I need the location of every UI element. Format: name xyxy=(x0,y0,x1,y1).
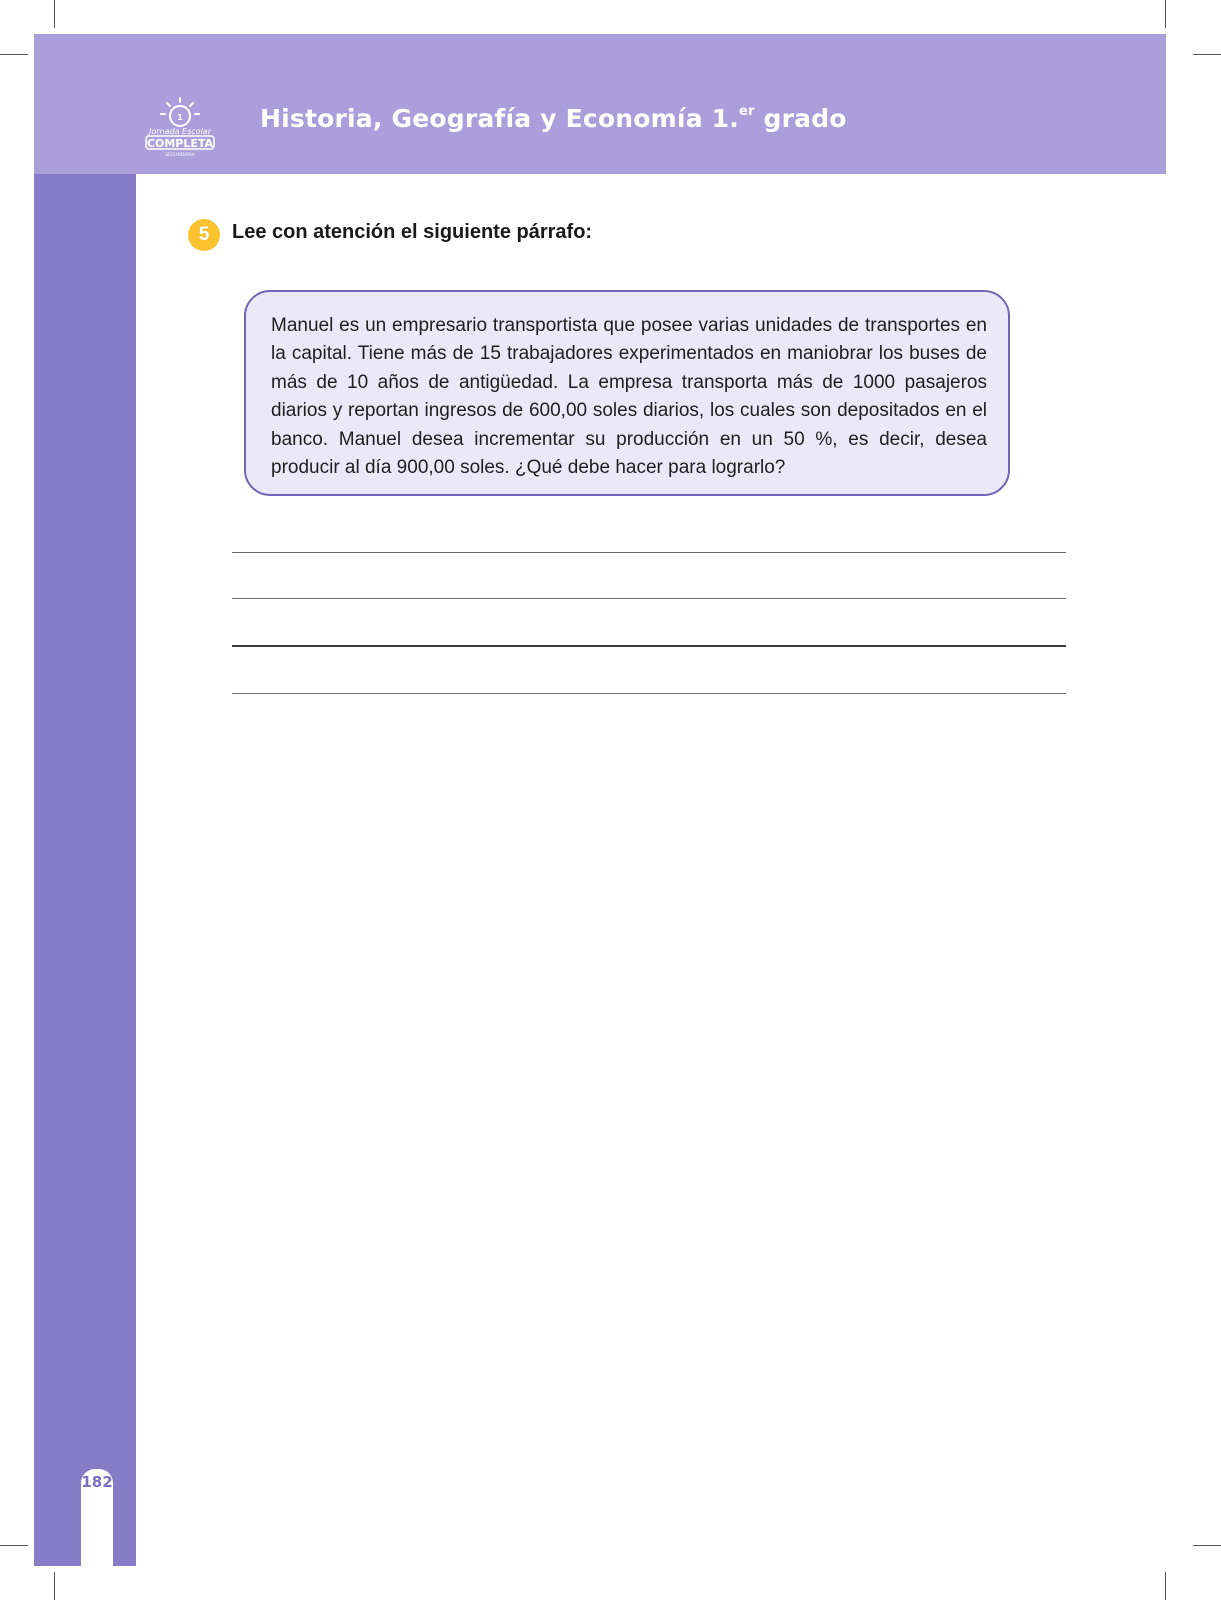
answer-line-1[interactable] xyxy=(232,552,1066,553)
question-number-badge: 5 xyxy=(188,219,220,251)
left-margin-band xyxy=(34,34,136,1566)
crop-mark xyxy=(1165,1572,1166,1600)
title-suffix: grado xyxy=(754,104,847,133)
svg-text:1: 1 xyxy=(177,113,183,122)
answer-line-2[interactable] xyxy=(232,598,1066,599)
logo-line3: SECUNDARIA xyxy=(165,153,195,158)
content-area xyxy=(136,174,1166,1566)
crop-mark xyxy=(1165,0,1166,28)
answer-line-4[interactable] xyxy=(232,693,1066,694)
reading-paragraph: Manuel es un empresario transportista que posee varias unidades de transportes en la capital. Tiene más de 15 trabajadores experimentados en maniobrar los buses de más de 10 años de antigüedad. La empresa transporta más de 1000 pasajeros diarios y reportan ingresos de 600,00 soles diarios, los cuales son depositados en el banco. Manuel desea incrementar su producción en un 50 %, es decir, desea producir al día 900,00 soles. ¿Qué debe hacer para lograrlo? xyxy=(271,315,987,479)
paragraph-box xyxy=(244,290,1010,496)
crop-mark xyxy=(0,54,28,55)
title-superscript: er xyxy=(738,104,755,119)
crop-mark xyxy=(54,1572,55,1600)
document-page xyxy=(34,34,1166,1566)
crop-mark xyxy=(1193,1545,1221,1546)
crop-mark xyxy=(0,1545,28,1546)
logo-line1: Jornada Escolar xyxy=(149,127,211,136)
logo-line2: COMPLETA xyxy=(146,137,214,150)
page-header xyxy=(34,34,1166,174)
crop-mark xyxy=(1193,54,1221,55)
question-instruction: Lee con atención el siguiente párrafo: xyxy=(232,221,593,243)
title-main: Historia, Geografía y Economía 1. xyxy=(260,104,739,133)
page-number: 182 xyxy=(81,1473,113,1491)
crop-mark xyxy=(54,0,55,28)
answer-line-3[interactable] xyxy=(232,645,1066,647)
page-number-tab xyxy=(81,1469,113,1566)
sun-logo-icon xyxy=(140,94,220,160)
page-title xyxy=(260,104,847,133)
